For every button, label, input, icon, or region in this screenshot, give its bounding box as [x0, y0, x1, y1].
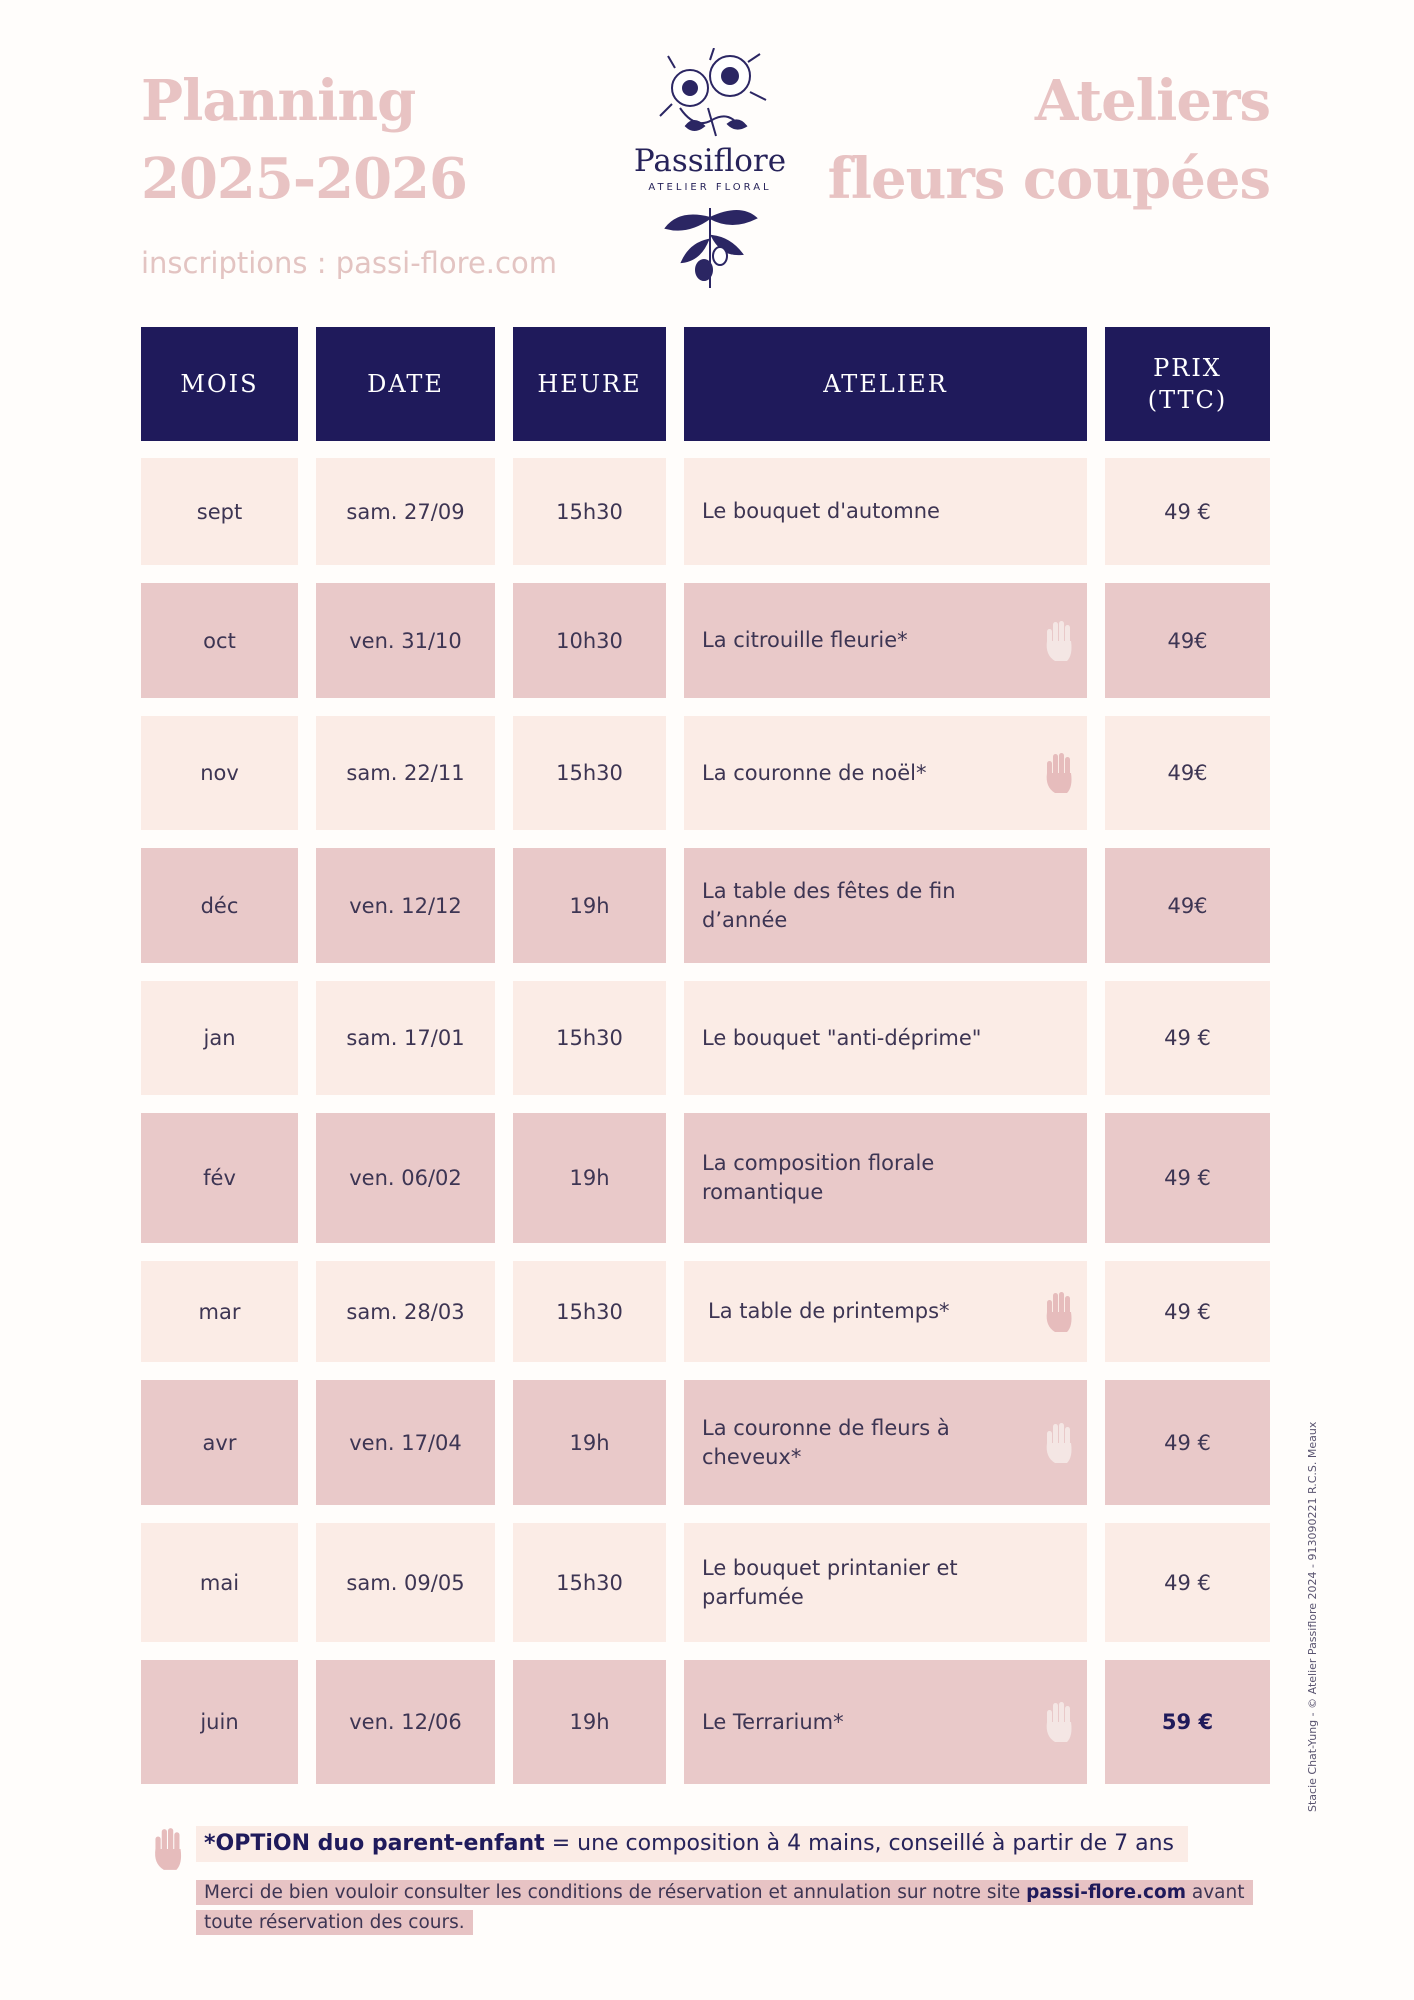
column-header-heure: HEURE	[513, 327, 666, 441]
cell-mois: mar	[141, 1261, 298, 1362]
hand-icon	[1043, 751, 1075, 795]
cell-atelier	[684, 848, 1087, 963]
cell-heure: 15h30	[513, 458, 666, 565]
atelier-label: Le bouquet printanier et parfumée	[702, 1555, 958, 1609]
cell-date: ven. 12/12	[316, 848, 495, 963]
cell-date: sam. 28/03	[316, 1261, 495, 1362]
hand-icon	[1043, 619, 1075, 663]
cell-mois: mai	[141, 1523, 298, 1642]
atelier-label: La composition florale romantique	[702, 1151, 935, 1204]
inscriptions-text: inscriptions : passi-flore.com	[141, 246, 557, 280]
column-header-ttc-label: (TTC)	[1147, 386, 1228, 414]
cell-date: ven. 12/06	[316, 1660, 495, 1784]
cell-prix: 49€	[1105, 583, 1270, 698]
cell-heure: 15h30	[513, 1523, 666, 1642]
cell-atelier	[684, 1660, 1087, 1784]
cell-atelier	[684, 458, 1087, 565]
cell-prix: 49 €	[1105, 981, 1270, 1095]
cell-atelier	[684, 1261, 1087, 1362]
atelier-label: La citrouille fleurie*	[702, 628, 908, 652]
cell-prix: 49 €	[1105, 1261, 1270, 1362]
brand-name: Passiflore	[633, 143, 787, 179]
cell-heure: 15h30	[513, 716, 666, 830]
cell-date: sam. 27/09	[316, 458, 495, 565]
cell-atelier	[684, 1523, 1087, 1642]
title-ateliers: Ateliers	[1034, 68, 1270, 134]
cell-prix: 59 €	[1105, 1660, 1270, 1784]
hand-icon	[1043, 1421, 1075, 1465]
cell-prix: 49€	[1105, 716, 1270, 830]
atelier-label: Le bouquet d'automne	[702, 499, 940, 523]
cell-heure: 15h30	[513, 981, 666, 1095]
passion-flower-logo	[620, 48, 800, 298]
booking-conditions-note	[196, 1878, 1256, 1938]
cell-mois: jan	[141, 981, 298, 1095]
website-link[interactable]: passi-flore.com	[1026, 1882, 1187, 1903]
cell-mois: sept	[141, 458, 298, 565]
hand-icon	[151, 1826, 185, 1872]
cell-mois: oct	[141, 583, 298, 698]
cell-heure: 19h	[513, 1660, 666, 1784]
hand-icon	[1043, 1700, 1075, 1744]
atelier-label: Le Terrarium*	[702, 1709, 844, 1734]
cell-atelier	[684, 1113, 1087, 1243]
copyright-note: Stacie Chat-Yung - © Atelier Passiflore 2024 - 913090221 R.C.S. Meaux	[1306, 1421, 1319, 1812]
atelier-label: La couronne de noël*	[702, 760, 927, 785]
column-header-date: DATE	[316, 327, 495, 441]
cell-date: ven. 06/02	[316, 1113, 495, 1243]
title-fleurs: fleurs coupées	[827, 146, 1270, 212]
cell-date: sam. 09/05	[316, 1523, 495, 1642]
cell-heure: 19h	[513, 1113, 666, 1243]
duo-option-description: = une composition à 4 mains, conseillé à partir de 7 ans	[544, 1831, 1175, 1856]
title-planning: Planning	[141, 68, 416, 134]
cell-heure: 19h	[513, 1380, 666, 1505]
duo-option-label: *OPTiON duo parent-enfant	[204, 1831, 545, 1856]
cell-date: ven. 17/04	[316, 1380, 495, 1505]
cell-heure: 19h	[513, 848, 666, 963]
cell-mois: déc	[141, 848, 298, 963]
column-header-mois: MOIS	[141, 327, 298, 441]
atelier-label: La table des fêtes de fin d’année	[702, 878, 956, 932]
cell-mois: avr	[141, 1380, 298, 1505]
cell-atelier	[684, 1380, 1087, 1505]
duo-option-note	[196, 1826, 1188, 1862]
cell-heure: 10h30	[513, 583, 666, 698]
cell-prix: 49€	[1105, 848, 1270, 963]
cell-prix: 49 €	[1105, 458, 1270, 565]
cell-date: ven. 31/10	[316, 583, 495, 698]
cell-heure: 15h30	[513, 1261, 666, 1362]
hand-icon	[1043, 1290, 1075, 1334]
brand-subtitle: ATELIER FLORAL	[648, 182, 772, 193]
cell-mois: juin	[141, 1660, 298, 1784]
cell-mois: nov	[141, 716, 298, 830]
conditions-text-after: avant toute réservation des cours.	[204, 1882, 1245, 1933]
cell-date: sam. 22/11	[316, 716, 495, 830]
column-header-atelier: ATELIER	[684, 327, 1087, 441]
cell-prix: 49 €	[1105, 1113, 1270, 1243]
cell-atelier	[684, 981, 1087, 1095]
atelier-label: Le bouquet "anti-déprime"	[702, 1025, 982, 1050]
page-title-left	[141, 62, 467, 218]
cell-prix: 49 €	[1105, 1523, 1270, 1642]
cell-atelier	[684, 716, 1087, 830]
page-title-right	[828, 62, 1270, 218]
cell-date: sam. 17/01	[316, 981, 495, 1095]
booking-conditions-text	[196, 1880, 1253, 1935]
cell-mois: fév	[141, 1113, 298, 1243]
column-header-prix	[1105, 327, 1270, 441]
cell-atelier	[684, 583, 1087, 698]
conditions-text-before: Merci de bien vouloir consulter les conditions de réservation et annulation sur notre site	[204, 1882, 1027, 1903]
atelier-label: La couronne de fleurs à cheveux*	[702, 1415, 950, 1469]
atelier-label: La table de printemps*	[708, 1299, 950, 1323]
title-year: 2025-2026	[141, 146, 467, 212]
column-header-prix-label: PRIX	[1153, 354, 1222, 382]
cell-prix: 49 €	[1105, 1380, 1270, 1505]
